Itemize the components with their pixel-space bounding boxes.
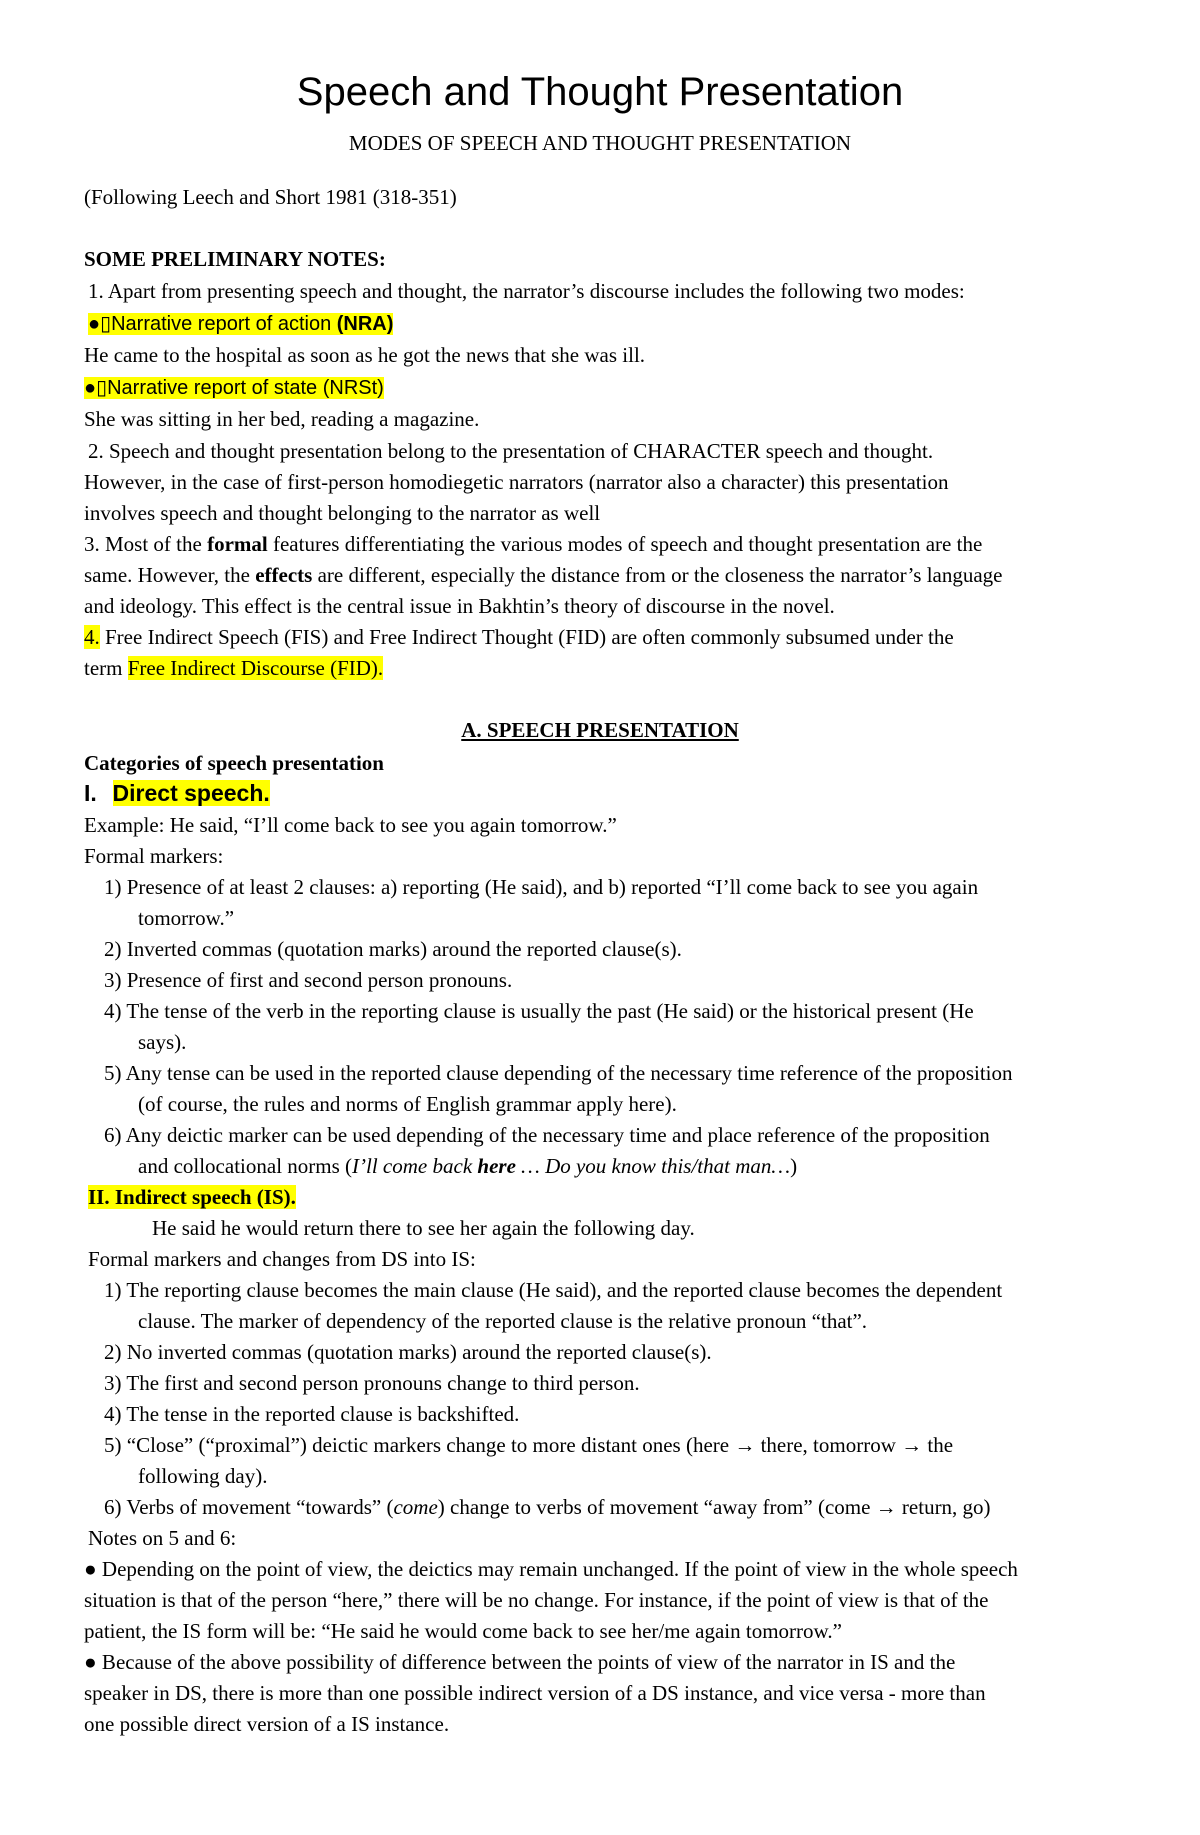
ds-marker-5-line-1: 5) Any tense can be used in the reported clause depending of the necessary time reference of the proposition: [104, 1061, 1013, 1085]
is-markers-heading: Formal markers and changes from DS into IS:: [88, 1247, 476, 1271]
note-b-line-2: speaker in DS, there is more than one possible indirect version of a DS instance, and vice versa - more than: [84, 1681, 986, 1705]
is-marker-1-line-2: clause. The marker of dependency of the reported clause is the relative pronoun “that”.: [138, 1309, 868, 1333]
page-title: Speech and Thought Presentation: [296, 70, 904, 114]
note-2-line-1: 2. Speech and thought presentation belong to the presentation of CHARACTER speech and thought.: [88, 439, 934, 463]
source-citation: (Following Leech and Short 1981 (318-351): [84, 185, 457, 209]
note-1: 1. Apart from presenting speech and thought, the narrator’s discourse includes the following two modes:: [88, 279, 965, 303]
nrst-label: ●▯Narrative report of state (NRSt): [84, 377, 384, 399]
note-3-line-1: 3. Most of the formal features differentiating the various modes of speech and thought presentation are the: [84, 532, 983, 556]
ds-marker-4-line-2: says).: [138, 1030, 187, 1054]
is-marker-5-line-1: 5) “Close” (“proximal”) deictic markers change to more distant ones (here → there, tomorrow → the: [104, 1433, 954, 1457]
nrst-line: [84, 372, 384, 403]
note-b-line-3: one possible direct version of a IS instance.: [84, 1712, 450, 1736]
ds-marker-5-line-2: (of course, the rules and norms of English grammar apply here).: [138, 1092, 677, 1116]
note-4-line-1: 4. Free Indirect Speech (FIS) and Free Indirect Thought (FID) are often commonly subsumed under the: [84, 625, 954, 649]
ds-markers-heading: Formal markers:: [84, 844, 224, 868]
ds-marker-1-line-2: tomorrow.”: [138, 906, 235, 930]
ds-marker-4-line-1: 4) The tense of the verb in the reporting clause is usually the past (He said) or the historical present (He: [104, 999, 974, 1023]
is-marker-1-line-1: 1) The reporting clause becomes the main clause (He said), and the reported clause becomes the dependent: [104, 1278, 1003, 1302]
nra-label: ●▯Narrative report of action (NRA): [88, 313, 394, 335]
note-2-line-2: However, in the case of first-person homodiegetic narrators (narrator also a character) this presentation: [84, 470, 949, 494]
ds-marker-2: 2) Inverted commas (quotation marks) around the reported clause(s).: [104, 937, 682, 961]
ds-marker-6-line-2: and collocational norms (I’ll come back here … Do you know this/that man…): [138, 1154, 798, 1178]
prelim-heading: SOME PRELIMINARY NOTES:: [84, 247, 386, 271]
ds-marker-1-line-1: 1) Presence of at least 2 clauses: a) reporting (He said), and b) reported “I’ll come back to see you again: [104, 875, 979, 899]
note-4-line-2: term Free Indirect Discourse (FID).: [84, 656, 384, 680]
is-marker-4: 4) The tense in the reported clause is backshifted.: [104, 1402, 520, 1426]
ds-marker-3: 3) Presence of first and second person pronouns.: [104, 968, 513, 992]
ds-marker-6-line-1: 6) Any deictic marker can be used depending of the necessary time and place reference of the proposition: [104, 1123, 990, 1147]
ds-heading: I. Direct speech.: [84, 780, 270, 806]
nra-line: [88, 308, 393, 339]
is-marker-6: 6) Verbs of movement “towards” (come) change to verbs of movement “away from” (come → return, go): [104, 1495, 991, 1519]
note-b-line-1: ● Because of the above possibility of difference between the points of view of the narrator in IS and the: [84, 1650, 956, 1674]
nra-example: He came to the hospital as soon as he got the news that she was ill.: [84, 343, 646, 367]
is-marker-5-line-2: following day).: [138, 1464, 268, 1488]
section-a-heading: A. SPEECH PRESENTATION: [461, 718, 739, 742]
note-a-line-2: situation is that of the person “here,” there will be no change. For instance, if the point of view is that of the: [84, 1588, 989, 1612]
is-example: He said he would return there to see her again the following day.: [152, 1216, 695, 1240]
page-subtitle: MODES OF SPEECH AND THOUGHT PRESENTATION: [348, 131, 852, 155]
is-marker-2: 2) No inverted commas (quotation marks) around the reported clause(s).: [104, 1340, 712, 1364]
nrst-example: She was sitting in her bed, reading a magazine.: [84, 407, 480, 431]
is-marker-3: 3) The first and second person pronouns change to third person.: [104, 1371, 640, 1395]
note-2-line-3: involves speech and thought belonging to the narrator as well: [84, 501, 601, 525]
is-heading: II. Indirect speech (IS).: [88, 1185, 296, 1209]
note-3-line-3: and ideology. This effect is the central issue in Bakhtin’s theory of discourse in the novel.: [84, 594, 835, 618]
note-3-line-2: same. However, the effects are different, especially the distance from or the closeness the narrator’s language: [84, 563, 1003, 587]
note-a-line-3: patient, the IS form will be: “He said he would come back to see her/me again tomorrow.”: [84, 1619, 842, 1643]
categories-heading: Categories of speech presentation: [84, 751, 384, 775]
notes-5-6-heading: Notes on 5 and 6:: [88, 1526, 237, 1550]
note-a-line-1: ● Depending on the point of view, the deictics may remain unchanged. If the point of view in the whole speech: [84, 1557, 1018, 1581]
ds-example: Example: He said, “I’ll come back to see you again tomorrow.”: [84, 813, 617, 837]
